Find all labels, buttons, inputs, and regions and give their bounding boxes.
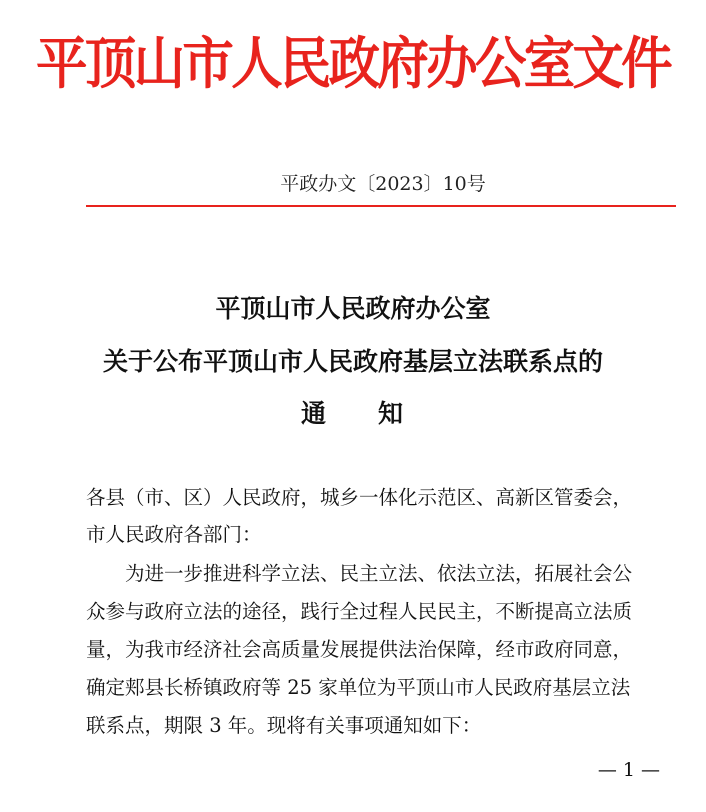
document-number: 平政办文〔2023〕10号 <box>280 173 486 195</box>
paragraph-line: 联系点，期限 3 年。现将有关事项通知如下： <box>86 714 482 737</box>
notice-title-line-3 <box>0 398 706 430</box>
red-separator-line <box>86 205 676 207</box>
salutation-line: 各县（市、区）人民政府，城乡一体化示范区、高新区管委会， <box>86 486 633 509</box>
body-paragraph <box>86 555 686 745</box>
paragraph-line: 量，为我市经济社会高质量发展提供法治保障，经市政府同意， <box>86 638 633 661</box>
paragraph-line: 众参与政府立法的途径，践行全过程人民民主，不断提高立法质 <box>86 600 633 623</box>
paragraph-line: 确定郏县长桥镇政府等 25 家单位为平顶山市人民政府基层立法 <box>86 676 631 699</box>
salutation-line: 市人民政府各部门： <box>86 523 262 546</box>
page-number: — 1 — <box>597 759 660 781</box>
salutation <box>86 479 686 553</box>
notice-title-line-1: 平顶山市人民政府办公室 <box>215 294 491 323</box>
document-header-title: 平顶山市人民政府办公室文件 <box>36 31 670 97</box>
notice-title-char-2: 知 <box>378 399 406 428</box>
paragraph-line: 为进一步推进科学立法、民主立法、依法立法，拓展社会公 <box>125 562 633 585</box>
notice-title-line-2: 关于公布平顶山市人民政府基层立法联系点的 <box>102 347 603 376</box>
notice-title-char-1: 通 <box>300 399 328 428</box>
